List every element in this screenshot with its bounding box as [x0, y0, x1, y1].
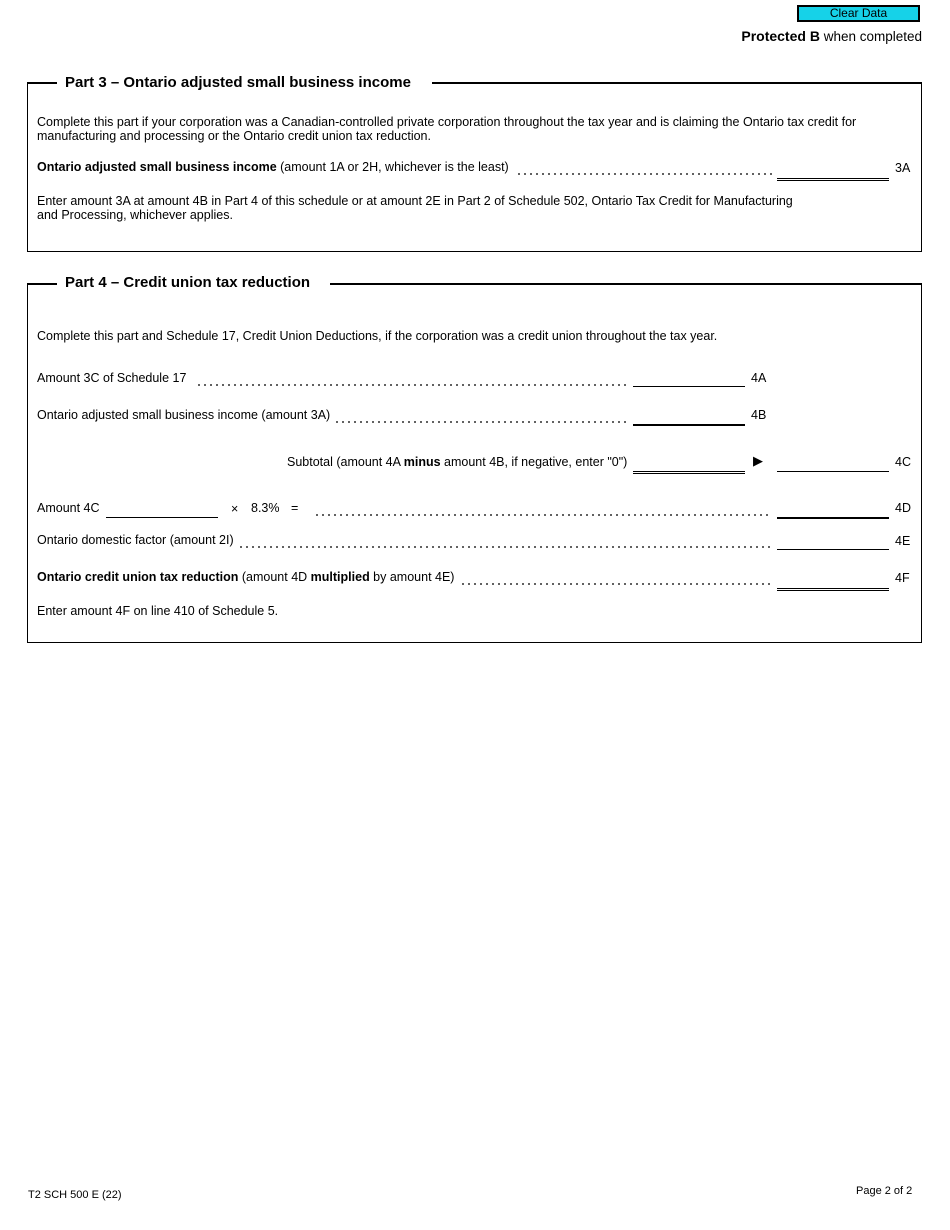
amount-4f-field[interactable]	[777, 572, 889, 591]
subtotal-minus: minus	[403, 455, 441, 469]
multiply-sign: ×	[231, 502, 239, 516]
rate-8-3: 8.3%	[251, 501, 280, 515]
equals-sign: =	[291, 501, 299, 515]
line-4f-bold2: multiplied	[310, 570, 370, 584]
protected-b-notice	[741, 28, 922, 44]
right-arrow-icon: ▶	[753, 453, 763, 468]
page-number: Page 2 of 2	[856, 1185, 913, 1197]
line-4f-post: by amount 4E)	[369, 570, 455, 584]
subtotal-post: amount 4B, if negative, enter "0")	[440, 455, 628, 469]
line-4e-leader	[238, 546, 772, 548]
line-4f-mid: (amount 4D	[238, 570, 311, 584]
amount-3a-field[interactable]	[777, 162, 889, 181]
code-4a: 4A	[751, 371, 767, 385]
subtotal-field[interactable]	[633, 455, 745, 474]
amount-4e-field[interactable]	[777, 533, 889, 550]
code-4f: 4F	[895, 571, 910, 585]
line-4a-leader	[196, 384, 626, 386]
part4-intro: Complete this part and Schedule 17, Credit Union Deductions, if the corporation was a credit union throughout the tax year.	[37, 329, 718, 343]
line-4b-leader	[334, 421, 626, 423]
line-3a-bold: Ontario adjusted small business income	[37, 160, 277, 174]
part3-title: Part 3 – Ontario adjusted small business income	[65, 74, 411, 91]
part3-rule-left	[27, 82, 57, 84]
amount-4c-field[interactable]	[777, 455, 889, 472]
line-4e-label: Ontario domestic factor (amount 2I)	[37, 533, 234, 547]
line-4a-label: Amount 3C of Schedule 17	[37, 371, 187, 385]
protected-b-label: Protected B	[741, 28, 820, 44]
form-id: T2 SCH 500 E (22)	[28, 1189, 122, 1201]
line-3a-leader	[516, 173, 772, 175]
line-4f-label	[37, 570, 454, 584]
line-4f-bold1: Ontario credit union tax reduction	[37, 570, 239, 584]
part3-instruction: Enter amount 3A at amount 4B in Part 4 of this schedule or at amount 2E in Part 2 of Schedule 502, Ontario Tax Credit for Manufacturing and Processing, whichever applies.	[37, 194, 793, 222]
part3-rule-right	[432, 82, 922, 84]
code-4b: 4B	[751, 408, 767, 422]
part4-rule-left	[27, 283, 57, 285]
subtotal-pre: Subtotal (amount 4A	[287, 455, 404, 469]
subtotal-label	[287, 455, 627, 469]
line-4b-label: Ontario adjusted small business income (amount 3A)	[37, 408, 331, 422]
line-4d-label: Amount 4C	[37, 501, 100, 515]
part4-rule-right	[330, 283, 922, 285]
amount-4d-field[interactable]	[777, 501, 889, 519]
code-4c: 4C	[895, 455, 911, 469]
amount-4a-field[interactable]	[633, 370, 745, 387]
part4-title: Part 4 – Credit union tax reduction	[65, 274, 311, 291]
part4-instruction: Enter amount 4F on line 410 of Schedule 5.	[37, 604, 279, 618]
part3-intro: Complete this part if your corporation was a Canadian-controlled private corporation throughout the tax year and is claiming the Ontario tax credit for manufacturing and processing or the Ontario credit union tax reduction.	[37, 115, 857, 143]
protected-b-suffix: when completed	[819, 29, 922, 44]
code-3a: 3A	[895, 161, 911, 175]
line-3a-label	[37, 160, 509, 174]
amount-4c-input[interactable]	[106, 501, 218, 518]
code-4d: 4D	[895, 501, 911, 515]
amount-4b-field[interactable]	[633, 408, 745, 426]
code-4e: 4E	[895, 534, 911, 548]
line-4d-leader	[314, 514, 772, 516]
line-3a-rest: (amount 1A or 2H, whichever is the least)	[276, 160, 509, 174]
line-4f-leader	[460, 583, 772, 585]
clear-data-button[interactable]: Clear Data	[797, 5, 920, 22]
